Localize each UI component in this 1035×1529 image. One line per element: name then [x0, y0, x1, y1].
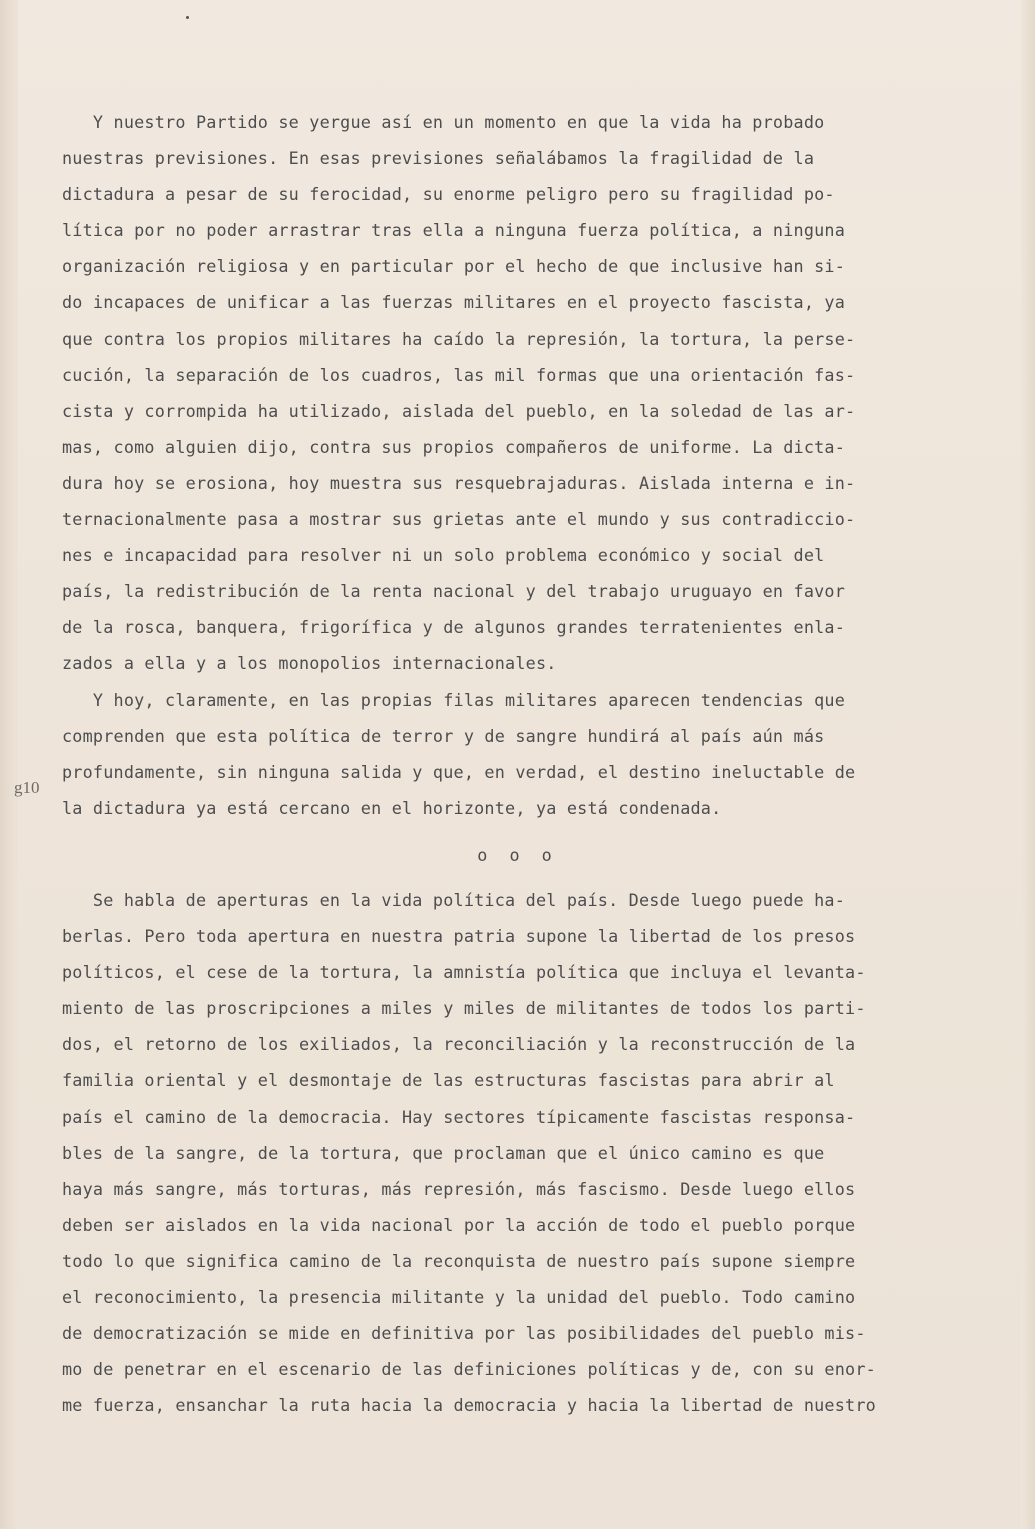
text-line: políticos, el cese de la tortura, la amnistía política que incluya el levanta-: [62, 962, 866, 983]
page-right-edge: [1021, 0, 1035, 1529]
section-separator: o o o: [477, 845, 558, 865]
text-line: Y nuestro Partido se yergue así en un momento en que la vida ha probado: [62, 112, 825, 132]
text-line: nuestras previsiones. En esas previsiones señalábamos la fragilidad de la: [62, 148, 815, 169]
text-line: Se habla de aperturas en la vida política del país. Desde luego puede ha-: [62, 890, 846, 910]
text-line: de la rosca, banquera, frigorífica y de algunos grandes terratenientes enla-: [62, 617, 846, 638]
text-line: do incapaces de unificar a las fuerzas militares en el proyecto fascista, ya: [62, 292, 846, 313]
text-line: organización religiosa y en particular por el hecho de que inclusive han si-: [62, 256, 846, 277]
text-line: me fuerza, ensanchar la ruta hacia la democracia y hacia la libertad de nuestro: [62, 1395, 876, 1416]
text-line: miento de las proscripciones a miles y miles de militantes de todos los parti-: [62, 998, 866, 1019]
text-line: bles de la sangre, de la tortura, que proclaman que el único camino es que: [62, 1142, 825, 1163]
paragraph-1: [62, 104, 997, 682]
text-line: deben ser aislados en la vida nacional por la acción de todo el pueblo porque: [62, 1214, 856, 1235]
text-line: todo lo que significa camino de la reconquista de nuestro país supone siempre: [62, 1250, 856, 1271]
text-line: cista y corrompida ha utilizado, aislada del pueblo, en la soledad de las ar-: [62, 400, 856, 421]
text-line: país, la redistribución de la renta nacional y del trabajo uruguayo en favor: [62, 581, 846, 602]
text-line: dictadura a pesar de su ferocidad, su enorme peligro pero su fragilidad po-: [62, 184, 835, 205]
text-line: dos, el retorno de los exiliados, la reconciliación y la reconstrucción de la: [62, 1034, 856, 1055]
text-line: ternacionalmente pasa a mostrar sus grietas ante el mundo y sus contradiccio-: [62, 509, 856, 530]
page-left-edge: [0, 0, 18, 1529]
text-line: lítica por no poder arrastrar tras ella a ninguna fuerza política, a ninguna: [62, 220, 846, 241]
paragraph-3: [62, 882, 997, 1423]
ink-speck: [186, 16, 189, 19]
text-line: dura hoy se erosiona, hoy muestra sus resquebrajaduras. Aislada interna e in-: [62, 472, 856, 493]
text-line: mas, como alguien dijo, contra sus propios compañeros de uniforme. La dicta-: [62, 436, 846, 457]
margin-page-note: g10: [14, 778, 40, 797]
text-line: haya más sangre, más torturas, más represión, más fascismo. Desde luego ellos: [62, 1178, 856, 1199]
paragraph-2: [62, 682, 997, 826]
text-line: nes e incapacidad para resolver ni un solo problema económico y social del: [62, 545, 825, 566]
text-line: berlas. Pero toda apertura en nuestra patria supone la libertad de los presos: [62, 926, 856, 947]
text-line: el reconocimiento, la presencia militante y la unidad del pueblo. Todo camino: [62, 1287, 856, 1308]
text-line: familia oriental y el desmontaje de las estructuras fascistas para abrir al: [62, 1070, 835, 1091]
text-line: que contra los propios militares ha caído la represión, la tortura, la perse-: [62, 328, 856, 349]
text-line: país el camino de la democracia. Hay sectores típicamente fascistas responsa-: [62, 1106, 856, 1127]
text-line: la dictadura ya está cercano en el horizonte, ya está condenada.: [62, 798, 722, 819]
text-line: profundamente, sin ninguna salida y que, en verdad, el destino ineluctable de: [62, 762, 856, 783]
text-line: mo de penetrar en el escenario de las definiciones políticas y de, con su enor-: [62, 1359, 876, 1380]
text-line: comprenden que esta política de terror y de sangre hundirá al país aún más: [62, 726, 825, 747]
text-line: zados a ella y a los monopolios internacionales.: [62, 653, 557, 674]
text-line: Y hoy, claramente, en las propias filas militares aparecen tendencias que: [62, 690, 846, 710]
text-line: de democratización se mide en definitiva por las posibilidades del pueblo mis-: [62, 1323, 866, 1344]
text-line: cución, la separación de los cuadros, las mil formas que una orientación fas-: [62, 364, 856, 385]
